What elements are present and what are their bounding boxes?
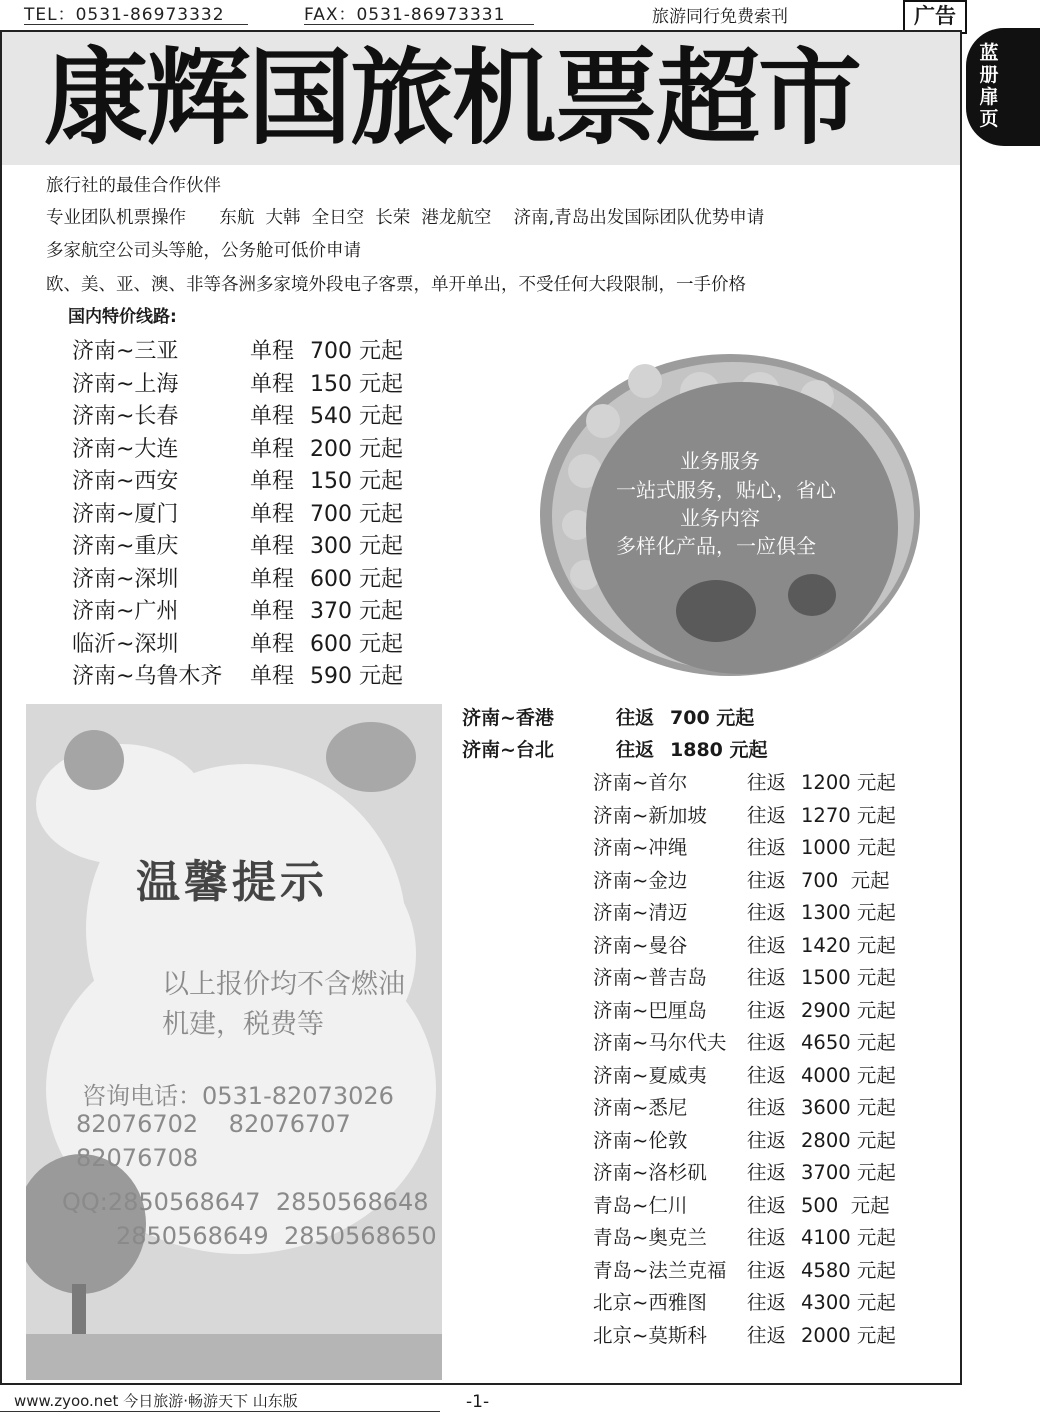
balloons-illustration <box>326 722 416 792</box>
graphic-text-4: 多样化产品，一应俱全 <box>616 534 816 558</box>
route-price: 3600 元起 <box>801 1096 896 1119</box>
route-name: 济南~曼谷 <box>593 933 688 957</box>
trip-type: 往返 <box>747 1161 787 1184</box>
international-route-row <box>593 1222 913 1254</box>
contact-qq-1: QQ:2850568647 2850568648 <box>62 1188 429 1216</box>
notice-line-1: 以上报价均不含燃油 <box>162 969 405 1000</box>
trip-type: 单程 <box>250 631 295 657</box>
route-price: 2800 元起 <box>801 1128 896 1152</box>
trip-type: 往返 <box>747 1323 787 1347</box>
route-price: 600 元起 <box>310 566 403 592</box>
notice-title: 温馨提示 <box>136 857 328 908</box>
route-price: 4300 元起 <box>801 1291 896 1314</box>
trip-type: 单程 <box>250 404 295 429</box>
route-name: 济南~新加坡 <box>593 803 707 827</box>
trip-type: 往返 <box>747 933 787 957</box>
route-price: 600 元起 <box>310 631 403 657</box>
route-name: 临沂~深圳 <box>72 631 179 657</box>
international-route-row <box>593 1027 913 1059</box>
route-name: 济南~伦敦 <box>593 1128 688 1152</box>
header-tel: TEL：0531-86973332 <box>24 0 248 25</box>
route-name: 青岛~仁川 <box>593 1193 688 1217</box>
notice-line-2: 机建，税费等 <box>162 1009 324 1040</box>
contact-qq-2: 2850568649 2850568650 <box>116 1222 437 1250</box>
graphic-text-3: 业务内容 <box>680 506 760 530</box>
route-name: 济南~夏威夷 <box>593 1063 707 1087</box>
route-price: 2900 元起 <box>801 998 896 1022</box>
page-number: -1- <box>466 1392 490 1412</box>
international-route-row <box>593 1190 913 1222</box>
domestic-title: 国内特价线路: <box>68 307 177 327</box>
route-price: 700 元起 <box>310 339 403 364</box>
route-name: 济南~三亚 <box>72 339 179 364</box>
route-price: 3700 元起 <box>801 1161 896 1184</box>
trip-type: 往返 <box>747 836 787 859</box>
international-route-row <box>593 897 913 929</box>
trip-type: 往返 <box>747 1226 787 1249</box>
trip-type: 单程 <box>250 501 295 527</box>
trip-type: 单程 <box>250 436 295 462</box>
route-price: 1420 元起 <box>801 933 896 957</box>
route-name: 济南~深圳 <box>72 566 179 592</box>
page-title: 康辉国旅机票超市 <box>44 37 861 159</box>
route-price: 1000 元起 <box>801 836 896 859</box>
international-route-row <box>593 1157 913 1189</box>
international-route-row <box>593 1255 913 1287</box>
route-price: 4580 元起 <box>801 1258 896 1282</box>
side-tab-label: 蓝册扉页 <box>979 42 999 130</box>
footer-divider <box>0 1411 440 1412</box>
route-price: 700 元起 <box>310 501 403 527</box>
route-name: 济南~金边 <box>593 868 688 892</box>
route-name: 青岛~奥克兰 <box>593 1226 707 1249</box>
route-name: 青岛~法兰克福 <box>593 1258 727 1282</box>
graphic-text-1: 业务服务 <box>680 449 760 473</box>
route-name: 济南~冲绳 <box>593 836 688 859</box>
route-price: 1300 元起 <box>801 901 896 924</box>
route-name: 济南~洛杉矶 <box>593 1161 707 1184</box>
route-name: 济南~长春 <box>72 404 179 429</box>
trip-type: 单程 <box>250 371 295 397</box>
international-route-row <box>593 1060 913 1092</box>
trip-type: 往返 <box>747 1063 787 1087</box>
trip-type: 往返 <box>747 901 787 924</box>
info-line-2: 专业团队机票操作 东航 大韩 全日空 长荣 港龙航空 济南,青岛出发国际团队优势申请 <box>46 208 765 228</box>
route-name: 北京~西雅图 <box>593 1291 707 1314</box>
route-price: 590 元起 <box>310 664 403 689</box>
snail-illustration <box>788 574 836 616</box>
route-name: 济南~广州 <box>72 599 179 624</box>
contact-phone-1: 咨询电话：0531-82073026 <box>82 1082 394 1110</box>
route-price: 300 元起 <box>310 534 403 559</box>
route-name: 济南~悉尼 <box>593 1096 688 1119</box>
route-name: 济南~首尔 <box>593 771 688 794</box>
route-price: 4000 元起 <box>801 1063 896 1087</box>
trip-type: 单程 <box>250 534 295 559</box>
route-price: 540 元起 <box>310 404 403 429</box>
route-price: 1880 元起 <box>670 739 768 761</box>
trip-type: 往返 <box>747 1128 787 1152</box>
info-line-1: 旅行社的最佳合作伙伴 <box>46 176 221 196</box>
header-fax: FAX：0531-86973331 <box>304 0 534 25</box>
snail-illustration <box>676 580 756 642</box>
international-route-row <box>593 800 913 832</box>
route-name: 济南~西安 <box>72 469 179 494</box>
contact-phone-3: 82076708 <box>76 1144 199 1172</box>
regional-route-row <box>462 703 782 733</box>
route-price: 1270 元起 <box>801 803 896 827</box>
international-route-row <box>593 962 913 994</box>
trip-type: 单程 <box>250 469 295 494</box>
international-route-row <box>593 930 913 962</box>
route-name: 济南~上海 <box>72 371 179 397</box>
international-route-row <box>593 995 913 1027</box>
trip-type: 单程 <box>250 339 295 364</box>
route-name: 济南~巴厘岛 <box>593 998 707 1022</box>
notice-panel <box>26 704 442 1380</box>
trip-type: 往返 <box>747 998 787 1022</box>
route-name: 济南~清迈 <box>593 901 688 924</box>
trip-type: 单程 <box>250 566 295 592</box>
contact-phone-2: 82076702 82076707 <box>76 1110 351 1138</box>
trip-type: 往返 <box>747 1193 787 1217</box>
route-price: 2000 元起 <box>801 1323 896 1347</box>
route-name: 济南~乌鲁木齐 <box>72 664 223 689</box>
trip-type: 往返 <box>747 966 787 989</box>
trip-type: 往返 <box>747 771 787 794</box>
route-price: 500 元起 <box>801 1193 890 1217</box>
trip-type: 往返 <box>616 707 655 729</box>
route-price: 150 元起 <box>310 469 403 494</box>
international-route-row <box>593 767 913 799</box>
route-name: 济南~香港 <box>462 707 554 729</box>
international-route-row <box>593 865 913 897</box>
route-price: 700 元起 <box>670 707 755 729</box>
trip-type: 往返 <box>747 1291 787 1314</box>
route-price: 4100 元起 <box>801 1226 896 1249</box>
route-name: 济南~普吉岛 <box>593 966 707 989</box>
international-route-row <box>593 832 913 864</box>
international-route-row <box>593 1092 913 1124</box>
route-price: 150 元起 <box>310 371 403 397</box>
route-price: 1500 元起 <box>801 966 896 989</box>
girl-illustration <box>64 730 124 790</box>
graphic-dot <box>628 364 662 398</box>
route-name: 济南~台北 <box>462 739 554 761</box>
trip-type: 单程 <box>250 599 295 624</box>
trip-type: 往返 <box>616 739 655 761</box>
route-price: 4650 元起 <box>801 1031 896 1054</box>
graphic-text-2: 一站式服务，贴心，省心 <box>616 478 836 502</box>
trip-type: 往返 <box>747 1096 787 1119</box>
international-route-row <box>593 1125 913 1157</box>
info-line-4: 欧、美、亚、澳、非等各洲多家境外段电子客票，单开单出，不受任何大段限制，一手价格 <box>46 275 746 295</box>
route-name: 济南~大连 <box>72 436 179 462</box>
regional-route-row <box>462 735 782 765</box>
trip-type: 往返 <box>747 803 787 827</box>
trip-type: 往返 <box>747 868 787 892</box>
route-name: 济南~重庆 <box>72 534 179 559</box>
trip-type: 往返 <box>747 1258 787 1282</box>
route-price: 1200 元起 <box>801 771 896 794</box>
grass <box>26 1334 442 1380</box>
trip-type: 往返 <box>747 1031 787 1054</box>
international-route-row <box>593 1320 913 1352</box>
route-price: 200 元起 <box>310 436 403 462</box>
ad-label: 广告 <box>903 0 967 34</box>
route-name: 济南~厦门 <box>72 501 179 527</box>
route-name: 济南~马尔代夫 <box>593 1031 727 1054</box>
footer-text: www.zyoo.net 今日旅游·畅游天下 山东版 <box>14 1392 298 1410</box>
route-price: 700 元起 <box>801 868 890 892</box>
route-price: 370 元起 <box>310 599 403 624</box>
graphic-dot <box>586 404 620 438</box>
international-route-row <box>593 1287 913 1319</box>
info-line-3: 多家航空公司头等舱，公务舱可低价申请 <box>46 241 361 261</box>
header-tagline: 旅游同行免费索刊 <box>652 7 788 27</box>
route-name: 北京~莫斯科 <box>593 1323 707 1347</box>
side-tab[interactable] <box>966 28 1040 146</box>
trip-type: 单程 <box>250 664 295 689</box>
